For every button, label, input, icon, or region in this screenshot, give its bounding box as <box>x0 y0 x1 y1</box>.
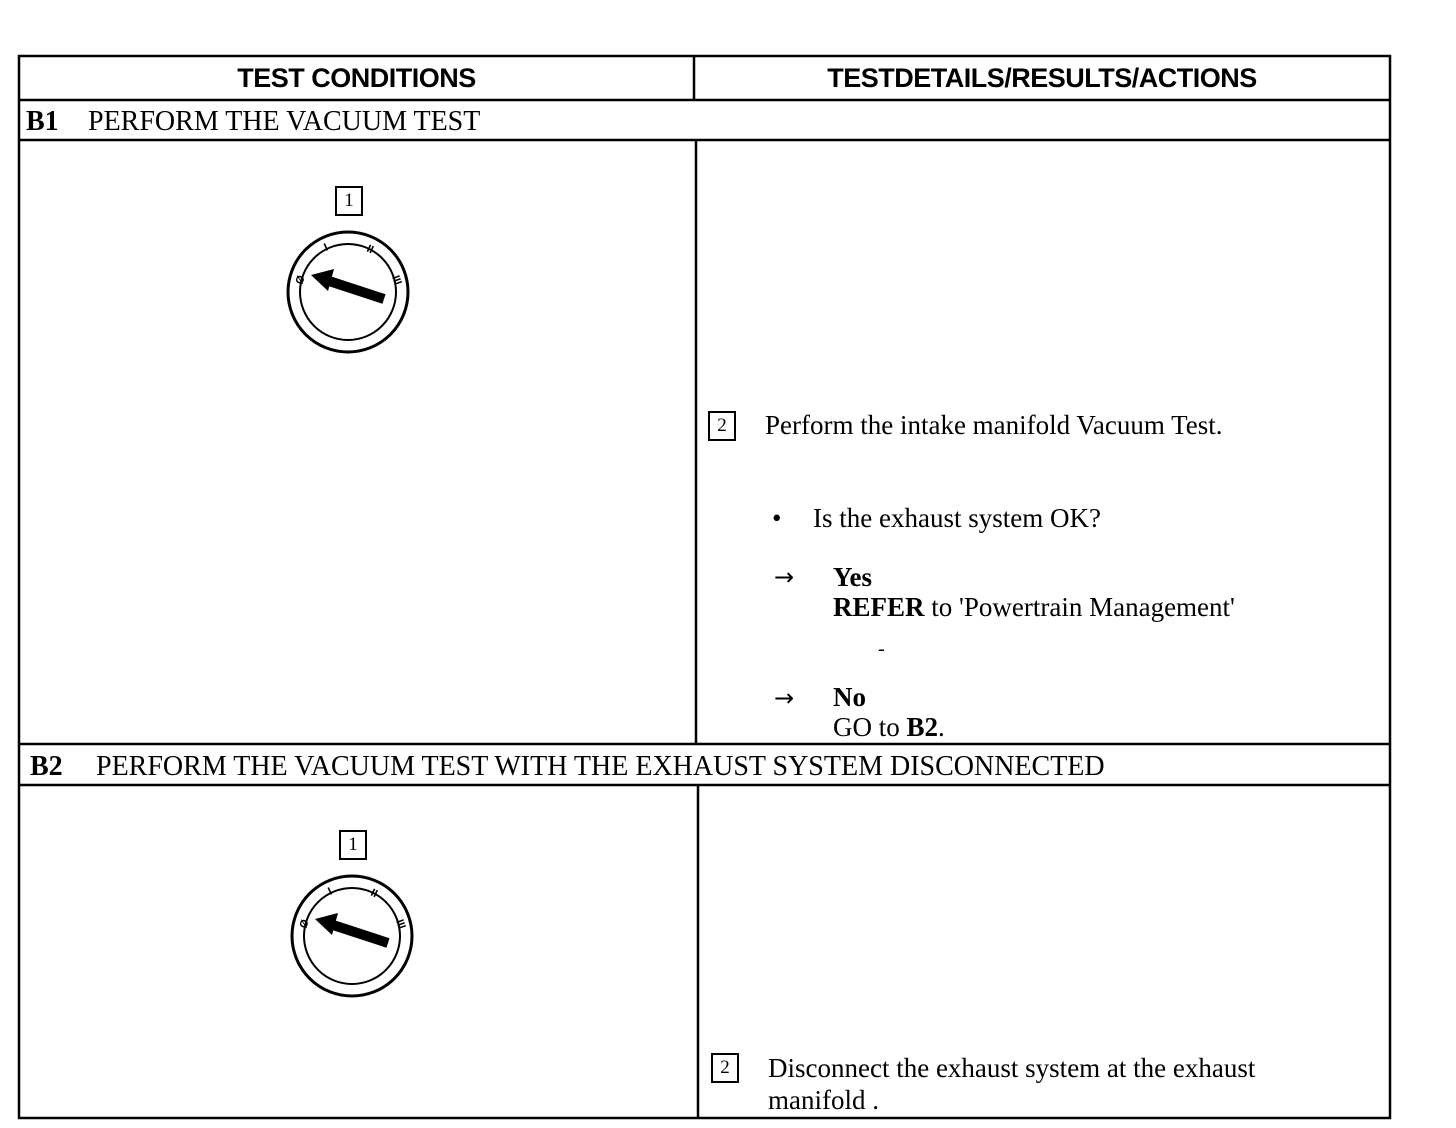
section-b2-title: PERFORM THE VACUUM TEST WITH THE EXHAUST SYSTEM DISCONNECTED <box>96 751 1105 782</box>
b1-condition-step-number: 1 <box>335 186 363 216</box>
b2-action-line-1: Disconnect the exhaust system at the exhaust <box>768 1053 1256 1083</box>
section-b1-code: B1 <box>26 106 59 137</box>
header-test-conditions: TEST CONDITIONS <box>237 62 476 93</box>
b1-no-arrow-icon: → <box>774 684 795 712</box>
ignition-switch-off-icon <box>280 225 420 365</box>
b1-yes-arrow-icon: → <box>774 563 795 591</box>
b1-action-step-number: 2 <box>708 411 736 441</box>
section-b2-code: B2 <box>30 751 63 782</box>
svg-text:I: I <box>322 241 331 254</box>
b1-question: Is the exhaust system OK? <box>813 503 1101 533</box>
b1-action-text: Perform the intake manifold Vacuum Test. <box>765 410 1223 440</box>
b1-no-action <box>833 712 945 742</box>
svg-text:III: III <box>389 273 404 287</box>
svg-text:III: III <box>393 917 408 931</box>
b1-no-answer: No <box>833 682 866 712</box>
header-test-details: TESTDETAILS/RESULTS/ACTIONS <box>827 62 1257 93</box>
svg-text:I: I <box>326 885 335 898</box>
b1-bullet: • <box>772 503 782 533</box>
b2-condition-step-number: 1 <box>339 830 367 860</box>
b1-dash: - <box>878 638 885 660</box>
b1-yes-action <box>833 592 1235 622</box>
ignition-switch-off-icon <box>284 869 424 1009</box>
b2-action-step-number: 2 <box>711 1053 739 1083</box>
b1-yes-answer: Yes <box>833 562 872 592</box>
b1-no-period: . <box>938 712 945 742</box>
section-b1-title: PERFORM THE VACUUM TEST <box>88 106 481 137</box>
svg-text:II: II <box>368 886 380 901</box>
b1-no-to: to <box>872 712 907 742</box>
b1-no-target[interactable]: B2 <box>906 712 939 742</box>
b1-yes-reference: to 'Powertrain Management' <box>924 592 1235 622</box>
b1-yes-verb: REFER <box>833 592 925 622</box>
section-b1-heading <box>26 106 480 138</box>
svg-text:Ø: Ø <box>293 273 308 287</box>
section-b2-heading <box>30 751 1105 783</box>
svg-text:Ø: Ø <box>297 917 312 931</box>
b2-action-line-2: manifold . <box>768 1085 879 1115</box>
b1-no-verb: GO <box>833 712 872 742</box>
svg-text:II: II <box>364 242 376 257</box>
